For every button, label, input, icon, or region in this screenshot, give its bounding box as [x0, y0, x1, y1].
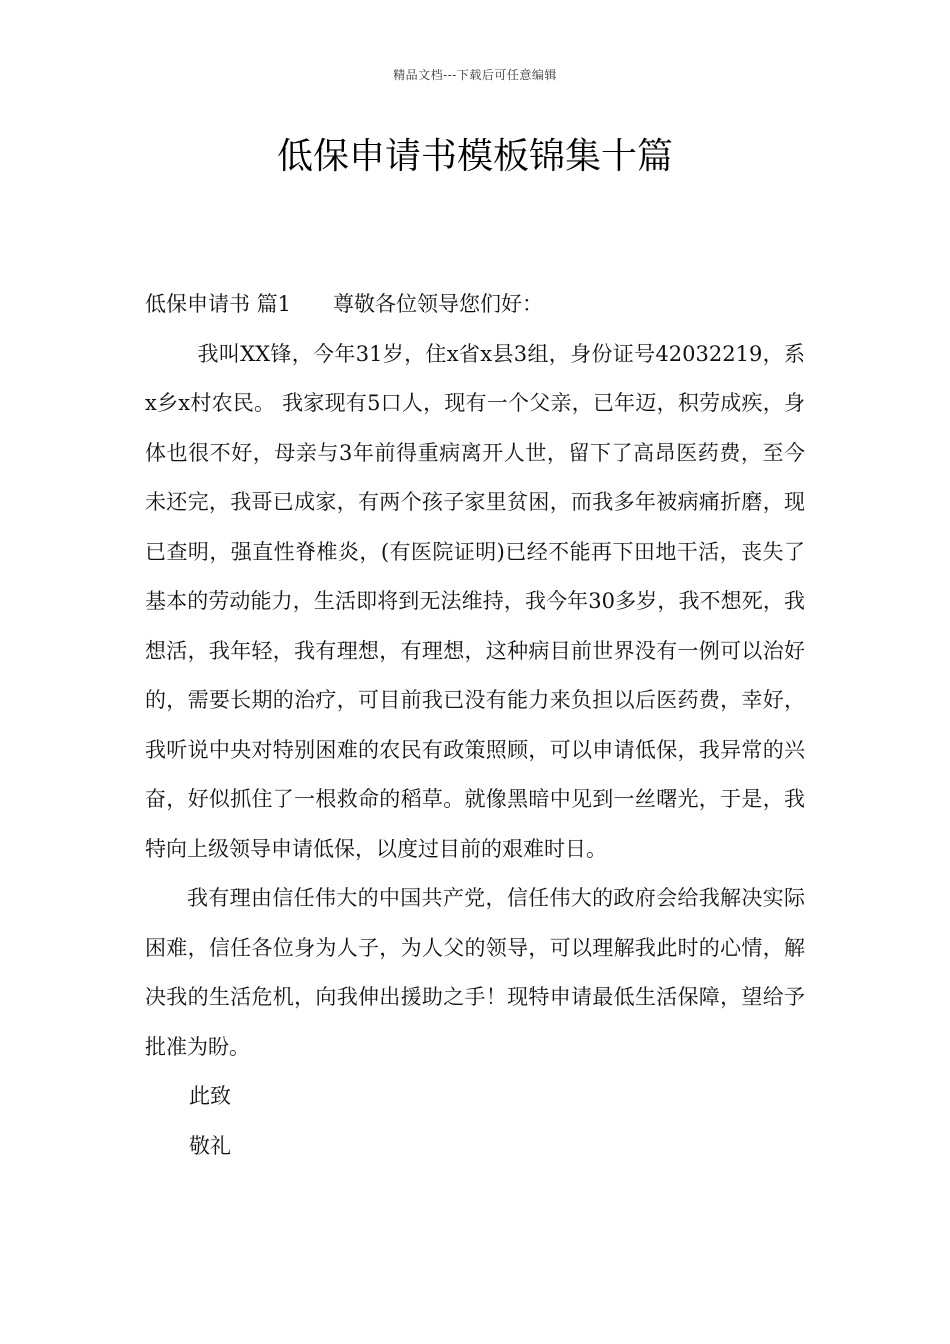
closing-line-2: 敬礼 [189, 1133, 231, 1158]
body-paragraph-1: 我叫XX锋，今年31岁，住x省x县3组，身份证号42032219，系x乡x村农民。 我家现有5口人，现有一个父亲，已年迈，积劳成疾，身体也很不好，母亲与3年前得重病离开人世，留下了高昂医药费，至今未还完，我哥已成家，有两个孩子家里贫困，而我多年被病痛折磨，现已查明，强直性脊椎炎，(有医院证明)已经不能再下田地干活，丧失了基本的劳动能力，生活即将到无法维持，我今年30多岁，我不想死，我想活，我年轻，我有理想，有理想，这种病目前世界没有一例可以治好的，需要长期的治疗，可目前我已没有能力来负担以后医药费，幸好，我听说中央对特别困难的农民有政策照顾，可以申请低保，我异常的兴奋，好似抓住了一根救命的稻草。就像黑暗中见到一丝曙光，于是，我特向上级领导申请低保，以度过目前的艰难时日。 [145, 341, 805, 861]
closing-line-1: 此致 [189, 1084, 231, 1108]
section-heading: 低保申请书 篇1 [145, 292, 292, 316]
body-paragraph-2: 我有理由信任伟大的中国共产党，信任伟大的政府会给我解决实际困难，信任各位身为人子，为人父的领导，可以理解我此时的心情，解决我的生活危机，向我伸出援助之手！现特申请最低生活保障，望给予批准为盼。 [145, 886, 805, 1059]
heading-line [145, 280, 805, 330]
document-body [145, 280, 805, 1171]
page-title: 低保申请书模板锦集十篇 [276, 136, 673, 177]
header-note: 精品文档---下载后可任意编辑 [393, 68, 557, 82]
salutation: 尊敬各位领导您们好： [333, 292, 544, 316]
